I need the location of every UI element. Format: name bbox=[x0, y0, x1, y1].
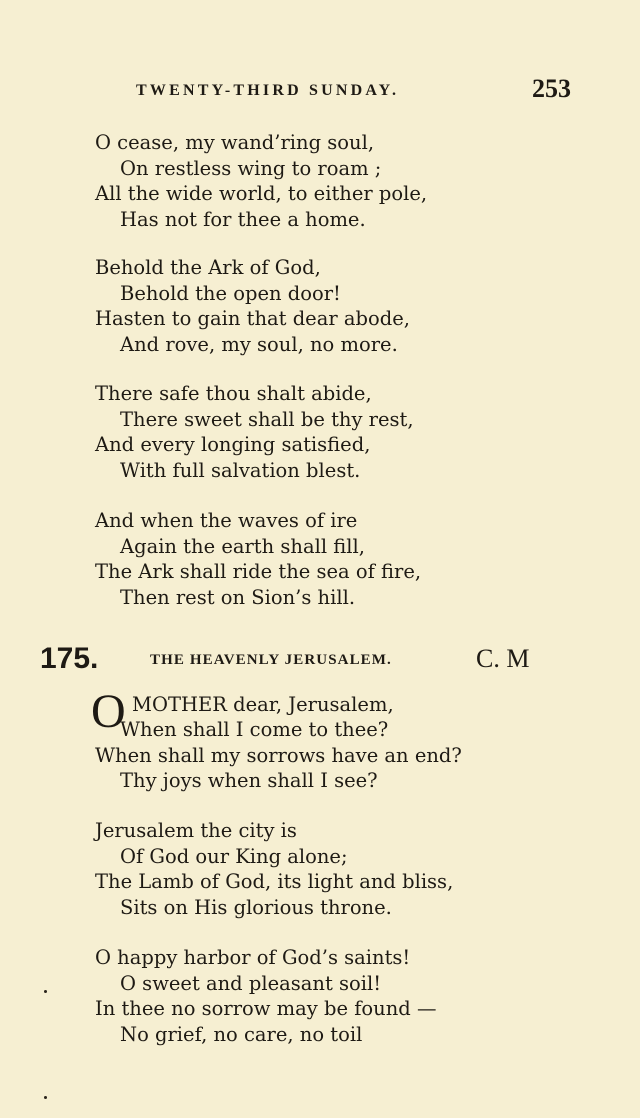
running-head: TWENTY-THIRD SUNDAY. bbox=[136, 82, 400, 99]
print-speck bbox=[44, 990, 47, 993]
verse-line: Behold the Ark of God, bbox=[95, 256, 321, 279]
verse-line: O cease, my wand’ring soul, bbox=[95, 131, 375, 154]
verse-line: There safe thou shalt abide, bbox=[95, 382, 372, 405]
drop-cap: O bbox=[91, 685, 126, 738]
hymn-stanza-1 bbox=[95, 717, 462, 794]
print-speck bbox=[44, 1096, 47, 1099]
hymn-stanza-3 bbox=[95, 945, 436, 1047]
verse-line: And rove, my soul, no more. bbox=[120, 332, 398, 356]
verse-line: There sweet shall be thy rest, bbox=[120, 407, 414, 431]
verse-line: Hasten to gain that dear abode, bbox=[95, 307, 410, 330]
hymn-first-line bbox=[132, 692, 394, 718]
verse-line: On restless wing to roam ; bbox=[120, 156, 382, 180]
verse-line: And every longing satisfied, bbox=[95, 433, 371, 456]
verse-line: When shall I come to thee? bbox=[120, 718, 389, 741]
verse-line: The Lamb of God, its light and bliss, bbox=[95, 870, 454, 893]
verse-line: With full salvation blest. bbox=[120, 458, 361, 482]
stanza-3 bbox=[95, 381, 414, 483]
hymn-stanza-2 bbox=[95, 818, 453, 920]
verse-line: Then rest on Sion’s hill. bbox=[120, 585, 356, 609]
stanza-2 bbox=[95, 255, 410, 357]
verse-line: Again the earth shall fill, bbox=[120, 534, 365, 558]
verse-line: Sits on His glorious throne. bbox=[120, 895, 392, 919]
verse-line: MOTHER dear, Jerusalem, bbox=[132, 693, 394, 716]
hymn-number: 175. bbox=[40, 642, 99, 675]
page-number: 253 bbox=[532, 74, 571, 103]
hymn-header bbox=[40, 642, 600, 678]
stanza-1 bbox=[95, 130, 427, 232]
hymn-meter: C. M bbox=[476, 644, 530, 673]
verse-line: All the wide world, to either pole, bbox=[95, 182, 428, 205]
verse-line: The Ark shall ride the sea of fire, bbox=[95, 560, 422, 583]
verse-line: O sweet and pleasant soil! bbox=[120, 971, 382, 995]
verse-line: Has not for thee a home. bbox=[120, 207, 366, 231]
verse-line: In thee no sorrow may be found — bbox=[95, 997, 437, 1020]
verse-line: When shall my sorrows have an end? bbox=[95, 743, 462, 767]
verse-line: Thy joys when shall I see? bbox=[120, 769, 378, 792]
hymn-title: THE HEAVENLY JERUSALEM. bbox=[150, 652, 392, 668]
verse-line: Behold the open door! bbox=[120, 281, 341, 305]
verse-line: O happy harbor of God’s saints! bbox=[95, 946, 411, 969]
verse-line: Jerusalem the city is bbox=[95, 819, 297, 842]
verse-line: And when the waves of ire bbox=[95, 509, 358, 532]
verse-line: Of God our King alone; bbox=[120, 844, 348, 868]
verse-line: No grief, no care, no toil bbox=[120, 1022, 363, 1046]
stanza-4 bbox=[95, 508, 421, 610]
